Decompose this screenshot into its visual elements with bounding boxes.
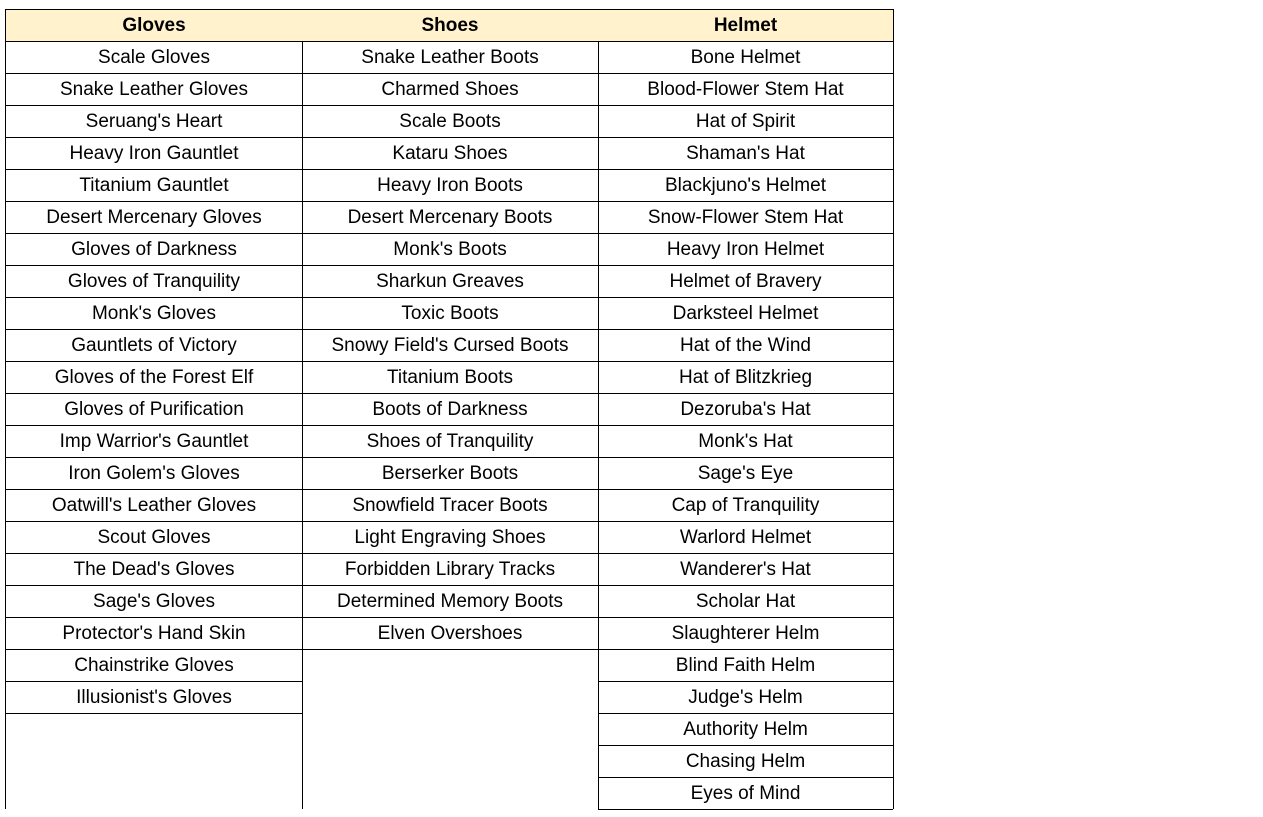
table-cell[interactable]: Gloves of Tranquility (6, 266, 302, 298)
table-cell[interactable]: Darksteel Helmet (598, 298, 893, 330)
table-cell[interactable]: Dezoruba's Hat (598, 394, 893, 426)
table-cell[interactable]: Wanderer's Hat (598, 554, 893, 586)
table-cell[interactable]: Gauntlets of Victory (6, 330, 302, 362)
table-cell[interactable]: Kataru Shoes (302, 138, 598, 170)
table-cell[interactable]: Blind Faith Helm (598, 650, 893, 682)
table-cell[interactable]: Protector's Hand Skin (6, 618, 302, 650)
table-cell[interactable]: Gloves of the Forest Elf (6, 362, 302, 394)
table-cell[interactable]: Monk's Boots (302, 234, 598, 266)
table-cell[interactable]: Iron Golem's Gloves (6, 458, 302, 490)
table-cell[interactable]: Berserker Boots (302, 458, 598, 490)
table-cell[interactable]: Sharkun Greaves (302, 266, 598, 298)
table-cell[interactable]: Scale Boots (302, 106, 598, 138)
table-cell[interactable]: Oatwill's Leather Gloves (6, 490, 302, 522)
equipment-table (5, 9, 894, 809)
table-cell[interactable]: Slaughterer Helm (598, 618, 893, 650)
table-cell[interactable]: Scholar Hat (598, 586, 893, 618)
table-cell[interactable]: Desert Mercenary Boots (302, 202, 598, 234)
table-cell[interactable]: Snowy Field's Cursed Boots (302, 330, 598, 362)
table-cell[interactable]: Forbidden Library Tracks (302, 554, 598, 586)
table-cell[interactable]: Illusionist's Gloves (6, 682, 302, 714)
table-cell[interactable]: Heavy Iron Gauntlet (6, 138, 302, 170)
table-cell[interactable]: Authority Helm (598, 714, 893, 746)
table-cell[interactable]: Scale Gloves (6, 42, 302, 74)
table-cell[interactable]: Charmed Shoes (302, 74, 598, 106)
table-cell[interactable]: Blood-Flower Stem Hat (598, 74, 893, 106)
table-cell[interactable]: Sage's Gloves (6, 586, 302, 618)
table-cell[interactable]: Shaman's Hat (598, 138, 893, 170)
table-cell[interactable]: Light Engraving Shoes (302, 522, 598, 554)
table-cell[interactable]: Imp Warrior's Gauntlet (6, 426, 302, 458)
table-cell[interactable]: Titanium Boots (302, 362, 598, 394)
table-cell[interactable]: Chainstrike Gloves (6, 650, 302, 682)
table-cell[interactable]: Helmet of Bravery (598, 266, 893, 298)
table-cell[interactable]: Blackjuno's Helmet (598, 170, 893, 202)
table-cell[interactable]: Snowfield Tracer Boots (302, 490, 598, 522)
table-cell[interactable]: Bone Helmet (598, 42, 893, 74)
table-cell[interactable]: Cap of Tranquility (598, 490, 893, 522)
header-shoes[interactable]: Shoes (302, 10, 598, 42)
table-cell[interactable]: Eyes of Mind (598, 778, 893, 810)
table-cell[interactable]: Warlord Helmet (598, 522, 893, 554)
header-gloves[interactable]: Gloves (6, 10, 302, 42)
table-cell[interactable]: Chasing Helm (598, 746, 893, 778)
table-cell[interactable]: Snow-Flower Stem Hat (598, 202, 893, 234)
table-cell[interactable]: Gloves of Purification (6, 394, 302, 426)
table-cell[interactable]: Determined Memory Boots (302, 586, 598, 618)
table-cell[interactable]: Heavy Iron Boots (302, 170, 598, 202)
table-cell[interactable]: Scout Gloves (6, 522, 302, 554)
table-cell[interactable]: Sage's Eye (598, 458, 893, 490)
table-cell[interactable]: Snake Leather Boots (302, 42, 598, 74)
table-cell[interactable]: Seruang's Heart (6, 106, 302, 138)
table-cell[interactable]: Hat of Blitzkrieg (598, 362, 893, 394)
header-helmet[interactable]: Helmet (598, 10, 893, 42)
table-cell[interactable]: Gloves of Darkness (6, 234, 302, 266)
table-cell[interactable]: Titanium Gauntlet (6, 170, 302, 202)
table-cell[interactable]: Elven Overshoes (302, 618, 598, 650)
column-helmet (598, 10, 894, 809)
table-cell[interactable]: Toxic Boots (302, 298, 598, 330)
table-cell[interactable]: Snake Leather Gloves (6, 74, 302, 106)
column-shoes (302, 10, 599, 809)
table-cell[interactable]: Hat of Spirit (598, 106, 893, 138)
table-cell[interactable]: Judge's Helm (598, 682, 893, 714)
table-cell[interactable]: Heavy Iron Helmet (598, 234, 893, 266)
table-cell[interactable]: Desert Mercenary Gloves (6, 202, 302, 234)
table-cell[interactable]: Hat of the Wind (598, 330, 893, 362)
table-cell[interactable]: Monk's Hat (598, 426, 893, 458)
table-cell[interactable]: Boots of Darkness (302, 394, 598, 426)
table-cell[interactable]: The Dead's Gloves (6, 554, 302, 586)
table-cell[interactable]: Shoes of Tranquility (302, 426, 598, 458)
table-cell[interactable]: Monk's Gloves (6, 298, 302, 330)
column-gloves (6, 10, 303, 809)
